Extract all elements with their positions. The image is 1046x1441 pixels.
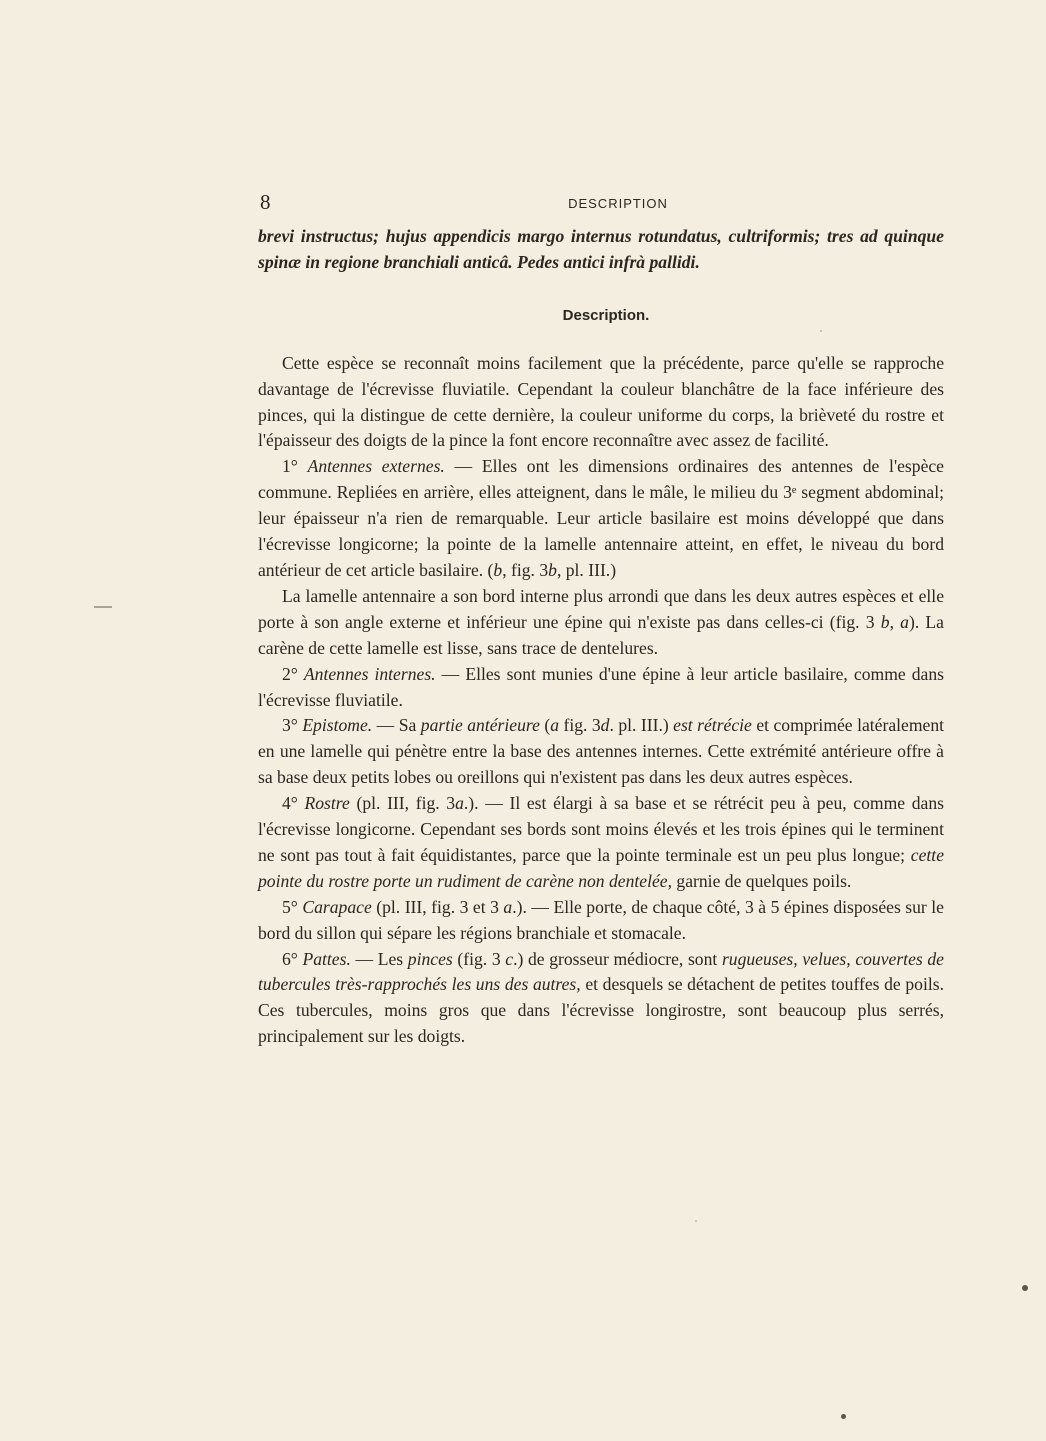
figure-ref: a: [550, 715, 560, 736]
paragraph-rostre: [258, 791, 944, 895]
paragraph-carapace: [258, 895, 944, 947]
item-text: — Sa: [372, 715, 421, 736]
body-text: [258, 224, 944, 1050]
figure-ref: b: [880, 611, 890, 632]
paper-speck: [820, 330, 822, 332]
item-text: .) de grosseur médiocre, sont: [513, 948, 722, 969]
figure-ref: c: [505, 948, 514, 969]
item-number: 5°: [282, 896, 298, 917]
page-header: [258, 190, 948, 220]
item-text: .). — Il est élargi à sa base et se rétrécit peu à peu, comme dans l'écrevisse longicorne. Cependant ses bords sont moins élevés et les trois épines qui le terminent ne sont pas tout à fait équidistantes, parce que la pointe terminale est un peu plus longue;: [258, 793, 944, 865]
running-head: DESCRIPTION: [568, 196, 668, 211]
paragraph-text: ). La carène de cette lamelle est lisse, sans trace de dentelures.: [258, 611, 944, 658]
item-text: (pl. III, fig. 3 et 3: [371, 896, 504, 917]
page-number: 8: [260, 190, 271, 214]
paper-speck: [841, 1414, 846, 1419]
figure-ref: b: [548, 559, 557, 580]
item-text: . pl. III.): [609, 715, 674, 736]
item-text: (pl. III, fig. 3: [349, 793, 456, 814]
item-text: — Elles ont les dimensions ordinaires des antennes de l'espèce commune. Repliées en arrière, elles atteignent, dans le mâle, le milieu du 3ᵉ segment abdominal; leur épaisseur n'a rien de remarquable. Leur article basilaire est moins développé que dans l'écrevisse longicorne; la pointe de la lamelle antennaire atteint, en effet, le niveau du bord antérieur de cet article basilaire. (: [258, 456, 944, 580]
paper-blemish: [94, 606, 112, 608]
item-number: 6°: [282, 948, 298, 969]
item-title: Carapace: [302, 896, 372, 917]
figure-ref-text: ,: [889, 611, 901, 632]
italic-text: partie antérieure: [420, 715, 540, 736]
item-number: 4°: [282, 793, 298, 814]
figure-ref-text: , pl. III.): [556, 559, 617, 580]
item-text: — Elles sont munies d'une épine à leur article basilaire, comme dans l'écrevisse fluviatile.: [258, 663, 945, 710]
italic-text: rugueuses, velues, couvertes de tubercules très-rapprochés les uns des autres,: [258, 948, 944, 995]
figure-ref-text: , fig. 3: [502, 559, 549, 580]
item-text: (fig. 3: [452, 948, 506, 969]
item-title: Pattes.: [302, 948, 351, 969]
paper-speck: [1022, 1285, 1028, 1291]
item-text: et desquels se détachent de petites touffes de poils. Ces tubercules, moins gros que dans l'écrevisse longirostre, sont beaucoup plus serrés, principalement sur les doigts.: [258, 974, 944, 1047]
item-text: .). — Elle porte, de chaque côté, 3 à 5 épines disposées sur le bord du sillon qui sépare les régions branchiale et stomacale.: [258, 896, 944, 943]
paragraph-text: La lamelle antennaire a son bord interne plus arrondi que dans les deux autres espèces et elle porte à son angle externe et inférieur une épine qui n'existe pas dans celles-ci (fig. 3: [258, 585, 944, 632]
paragraph-antennes-externes: [258, 454, 944, 584]
item-title: Rostre: [304, 793, 350, 814]
paragraph-lamelle: [258, 584, 944, 662]
paper-speck: [695, 1220, 697, 1222]
figure-ref: d: [600, 715, 610, 736]
item-text: — Les: [350, 948, 408, 969]
item-title: Epistome.: [302, 715, 373, 736]
item-number: 3°: [282, 715, 298, 736]
paragraph-epistome: [258, 713, 944, 791]
item-title: Antennes internes.: [303, 663, 436, 684]
item-text: (: [539, 715, 551, 736]
paragraph-intro: Cette espèce se reconnaît moins facilement que la précédente, parce qu'elle se rapproche davantage de l'écrevisse fluviatile. Cependant la couleur blanchâtre de la face inférieure des pinces, qui la distingue de cette dernière, la couleur uniforme du corps, la brièveté du rostre et l'épaisseur des doigts de la pince la font encore reconnaître avec assez de facilité.: [258, 352, 944, 451]
paragraph-pattes: [258, 947, 944, 1051]
item-text: garnie de quelques poils.: [672, 870, 852, 891]
item-text: fig. 3: [559, 715, 601, 736]
section-heading: Description.: [562, 306, 650, 324]
figure-ref: a: [503, 896, 513, 917]
paragraph-antennes-internes: [258, 662, 944, 714]
item-text: et comprimée latéralement en une lamelle qui pénètre entre la base des antennes internes. Cette extrémité antérieure offre à sa base deux petits lobes ou oreillons qui n'existent pas dans les deux autres espèces.: [258, 715, 945, 788]
item-number: 2°: [282, 663, 298, 684]
italic-text: est rétrécie: [673, 715, 752, 736]
italic-text: pinces: [407, 948, 453, 969]
item-title: Antennes externes.: [307, 456, 445, 477]
figure-ref: a: [455, 793, 464, 814]
figure-ref: b: [493, 559, 503, 580]
figure-ref: a: [900, 611, 909, 632]
item-number: 1°: [282, 456, 298, 477]
latin-diagnosis: brevi instructus; hujus appendicis margo internus rotundatus, cultriformis; tres ad quinque spinæ in regione branchiali anticâ. Pedes antici infrà pallidi.: [258, 226, 944, 272]
italic-text: cette pointe du rostre porte un rudiment de carène non dentelée,: [258, 844, 944, 891]
